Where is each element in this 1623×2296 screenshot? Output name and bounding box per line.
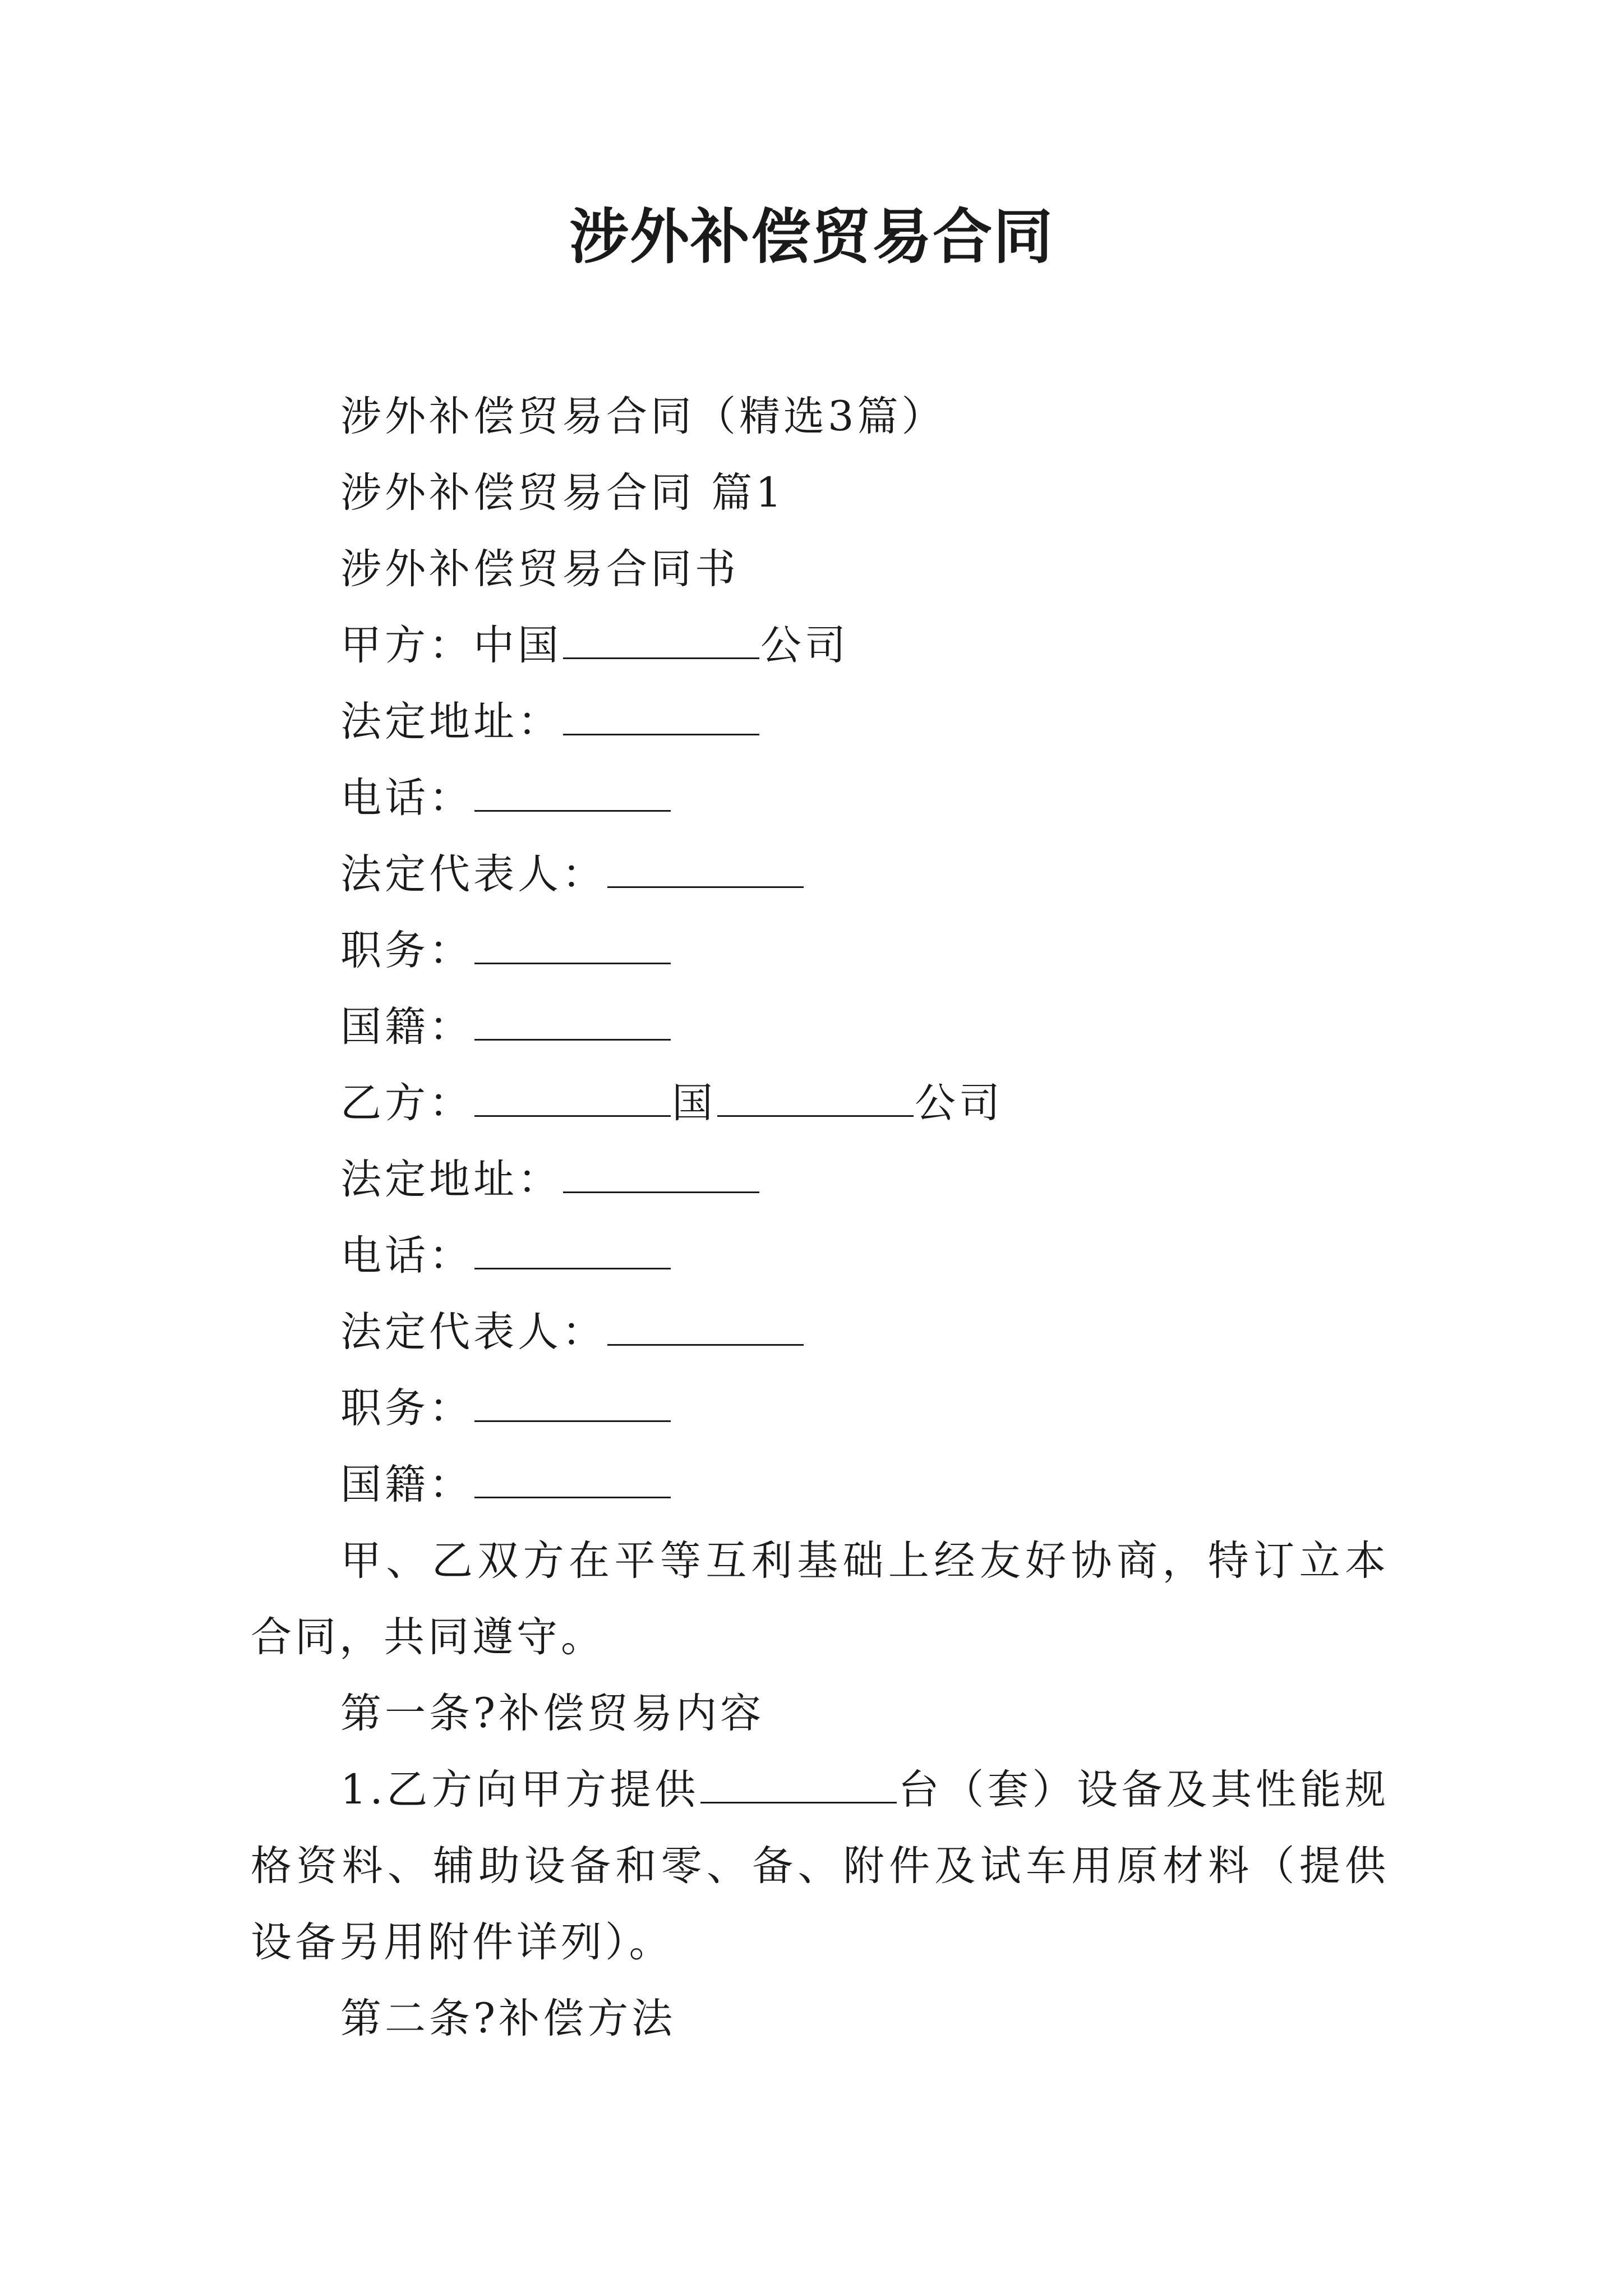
- equipment-quantity-blank: [700, 1761, 897, 1803]
- party-b-line: [251, 1065, 1389, 1142]
- party-a-phone-blank: [474, 769, 671, 812]
- party-a-nationality-line: [251, 989, 1389, 1065]
- preamble-paragraph: 甲、乙双方在平等互利基础上经友好协商，特订立本合同，共同遵守。: [251, 1537, 1389, 1661]
- document-title: 涉外补偿贸易合同: [569, 201, 1054, 272]
- party-b-nationality-line: [251, 1447, 1389, 1523]
- party-a-address-line: [251, 684, 1389, 760]
- contract-name: 涉外补偿贸易合同书: [340, 545, 739, 593]
- party-b-label: 乙方：: [340, 1079, 473, 1127]
- article-1-heading: 第一条?补偿贸易内容: [340, 1690, 765, 1737]
- party-a-suffix: 公司: [760, 622, 849, 669]
- party-b-title-line: [251, 1370, 1389, 1447]
- party-a-line: [251, 608, 1389, 684]
- party-a-nationality-label: 国籍：: [340, 1003, 473, 1051]
- party-b-phone-line: [251, 1218, 1389, 1294]
- party-b-address-label: 法定地址：: [340, 1156, 562, 1203]
- party-b-mid: 国: [672, 1079, 716, 1127]
- party-b-nationality-label: 国籍：: [340, 1461, 473, 1508]
- party-a-address-blank: [563, 693, 759, 735]
- party-a-rep-line: [251, 836, 1389, 913]
- party-b-address-blank: [563, 1151, 759, 1193]
- party-a-label: 甲方：中国: [340, 622, 562, 669]
- article-2-heading: 第二条?补偿方法: [340, 1995, 676, 2042]
- party-b-name-blank: [717, 1074, 914, 1117]
- party-b-rep-label: 法定代表人：: [340, 1308, 606, 1356]
- party-b-address-line: [251, 1142, 1389, 1218]
- party-a-nationality-blank: [474, 998, 671, 1041]
- party-b-suffix: 公司: [915, 1079, 1003, 1127]
- party-b-phone-blank: [474, 1227, 671, 1269]
- party-a-name-blank: [563, 616, 759, 659]
- subtitle: 涉外补偿贸易合同（精选3篇）: [340, 393, 946, 440]
- party-a-title-line: [251, 913, 1389, 989]
- party-a-rep-label: 法定代表人：: [340, 850, 606, 898]
- party-b-title-blank: [474, 1379, 671, 1422]
- party-b-rep-blank: [607, 1303, 804, 1346]
- article-1-item-1-prefix: 1.乙方向甲方提供: [340, 1766, 699, 1814]
- party-b-nationality-blank: [474, 1456, 671, 1498]
- party-a-phone-label: 电话：: [340, 774, 473, 822]
- party-b-title-label: 职务：: [340, 1384, 473, 1432]
- document-body: [251, 379, 1389, 2057]
- party-b-rep-line: [251, 1294, 1389, 1370]
- party-a-title-label: 职务：: [340, 927, 473, 974]
- section-heading: 涉外补偿贸易合同 篇1: [340, 469, 785, 517]
- party-a-address-label: 法定地址：: [340, 698, 562, 746]
- article-1-item-1: [251, 1752, 1389, 1981]
- party-b-phone-label: 电话：: [340, 1232, 473, 1280]
- party-a-title-blank: [474, 922, 671, 964]
- party-b-country-blank: [474, 1074, 671, 1117]
- party-a-phone-line: [251, 760, 1389, 836]
- party-a-rep-blank: [607, 845, 804, 888]
- article-1-item-1-suffix: 台（套）设备及其性能规格资料、辅助设备和零、备、附件及试车用原材料（提供设备另用附件详列）。: [251, 1766, 1390, 1966]
